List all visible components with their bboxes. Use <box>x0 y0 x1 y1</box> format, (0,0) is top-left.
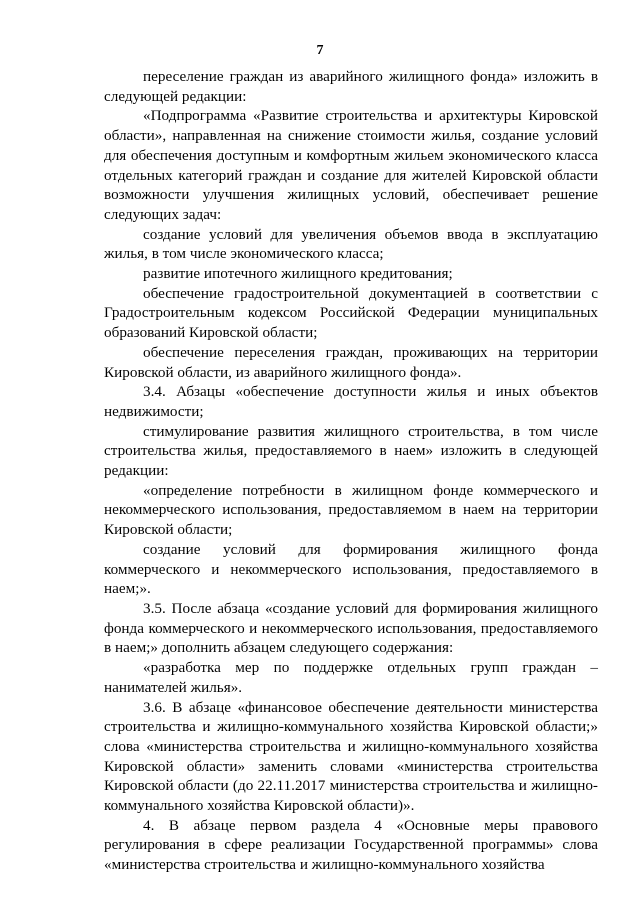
paragraph-subprogram-description: «Подпрограмма «Развитие строительства и архитектуры Кировской области», направленная на снижение стоимости жилья, создание условий для обеспечения доступным и комфортным жильем экономического класса отдельных категорий граждан и создание для жителей Кировской области возможности улучшения жилищных условий, обеспечивает решение следующих задач: <box>104 107 598 223</box>
paragraph-task-resettlement: обеспечение переселения граждан, проживающих на территории Кировской области, из аварийного жилищного фонда». <box>104 343 598 381</box>
page-number: 7 <box>316 43 324 58</box>
paragraph-section-3-4: 3.4. Абзацы «обеспечение доступности жилья и иных объектов недвижимости; <box>104 383 598 420</box>
paragraph-task-mortgage: развитие ипотечного жилищного кредитования; <box>143 265 453 283</box>
paragraph-fund-formation: создание условий для формирования жилищного фонда коммерческого и некоммерческого использования, предоставляемого в наем;». <box>104 540 598 598</box>
paragraph-resettlement-intro: переселение граждан из аварийного жилищного фонда» изложить в следующей редакции: <box>104 68 598 105</box>
paragraph-section-4: 4. В абзаце первом раздела 4 «Основные меры правового регулирования в сфере реализации Государственной программы» слова «министерства строительства и жилищно-коммунального хозяйства <box>104 816 598 874</box>
paragraph-task-urban-planning: обеспечение градостроительной документацией в соответствии с Градостроительным кодексом Российской Федерации муниципальных образований Кировской области; <box>104 284 598 342</box>
paragraph-section-3-5: 3.5. После абзаца «создание условий для формирования жилищного фонда коммерческого и некоммерческого использования, предоставляемого в наем;» дополнить абзацем следующего содержания: <box>104 599 598 657</box>
paragraph-section-3-6: 3.6. В абзаце «финансовое обеспечение деятельности министерства строительства и жилищно-коммунального хозяйства Кировской области;» слова «министерства строительства и жилищно-коммунального хозяйства Кировской области» заменить словами «министерства строительства Кировской области (до 22.11.2017 министерства строительства и жилищно-коммунального хозяйства Кировской области)». <box>104 698 598 815</box>
paragraph-stimulation: стимулирование развития жилищного строительства, в том числе строительства жилья, предоставляемого в наем» изложить в следующей редакции: <box>104 422 598 480</box>
paragraph-support-measures: «разработка мер по поддержке отдельных групп граждан – нанимателей жилья». <box>104 659 598 696</box>
paragraph-needs-definition: «определение потребности в жилищном фонде коммерческого и некоммерческого использования, предоставляемом в наем на территории Кировской области; <box>104 481 598 539</box>
paragraph-task-housing-construction: создание условий для увеличения объемов ввода в эксплуатацию жилья, в том числе экономического класса; <box>104 225 598 263</box>
document-body <box>104 67 598 875</box>
